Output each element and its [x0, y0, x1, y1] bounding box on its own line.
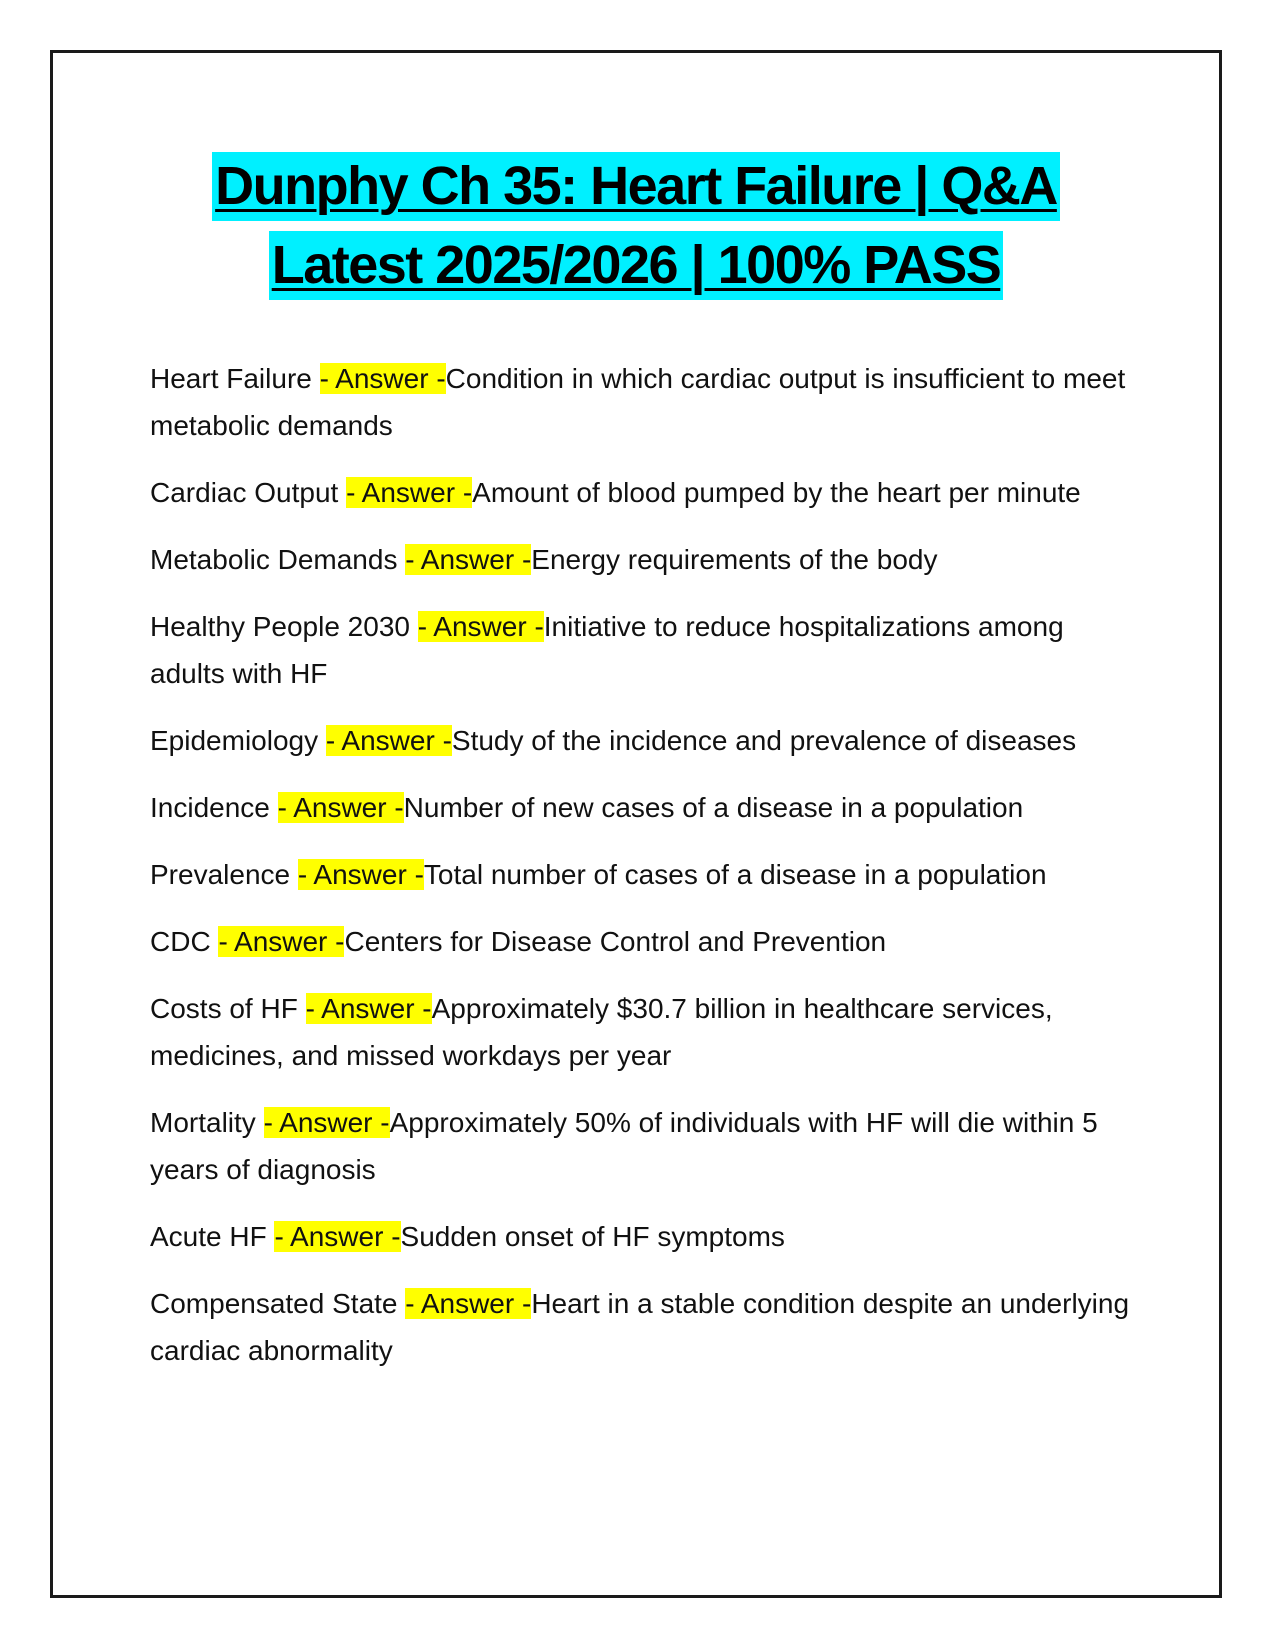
qa-definition: Condition in which cardiac output is insufficient to meet metabolic demands	[150, 363, 1126, 441]
qa-term: Acute HF	[150, 1221, 275, 1252]
qa-definition: Amount of blood pumped by the heart per minute	[472, 477, 1081, 508]
qa-item	[150, 469, 1140, 516]
document-title	[53, 147, 1219, 305]
answer-marker: - Answer -	[297, 859, 424, 890]
qa-item	[150, 536, 1140, 583]
qa-term: Mortality	[150, 1107, 264, 1138]
qa-term: Epidemiology	[150, 725, 326, 756]
qa-definition: Number of new cases of a disease in a population	[403, 792, 1024, 823]
qa-definition: Study of the incidence and prevalence of diseases	[451, 725, 1077, 756]
qa-term: Healthy People 2030	[150, 611, 418, 642]
qa-item	[150, 784, 1140, 831]
answer-marker: - Answer -	[277, 792, 404, 823]
qa-item	[150, 1280, 1140, 1374]
qa-definition: Approximately 50% of individuals with HF will die within 5 years of diagnosis	[150, 1107, 1098, 1185]
qa-term: Compensated State	[150, 1288, 406, 1319]
qa-item	[150, 985, 1140, 1079]
title-line-1: Dunphy Ch 35: Heart Failure | Q&A	[212, 152, 1060, 221]
answer-marker: - Answer -	[417, 611, 544, 642]
answer-marker: - Answer -	[405, 1288, 532, 1319]
qa-term: Cardiac Output	[150, 477, 347, 508]
qa-definition: Total number of cases of a disease in a population	[423, 859, 1047, 890]
answer-marker: - Answer -	[263, 1107, 390, 1138]
answer-marker: - Answer -	[405, 544, 532, 575]
answer-marker: - Answer -	[325, 725, 452, 756]
qa-item	[150, 1099, 1140, 1193]
qa-term: Metabolic Demands	[150, 544, 406, 575]
qa-item	[150, 1213, 1140, 1260]
qa-item	[150, 851, 1140, 898]
qa-definition: Heart in a stable condition despite an underlying cardiac abnormality	[150, 1288, 1130, 1366]
qa-list	[150, 355, 1140, 1394]
qa-item	[150, 603, 1140, 697]
title-line-2: Latest 2025/2026 | 100% PASS	[269, 231, 1004, 300]
answer-marker: - Answer -	[346, 477, 473, 508]
answer-marker: - Answer -	[274, 1221, 401, 1252]
qa-item	[150, 355, 1140, 449]
qa-item	[150, 717, 1140, 764]
qa-term: Prevalence	[150, 859, 298, 890]
answer-marker: - Answer -	[319, 363, 446, 394]
qa-term: Heart Failure	[150, 363, 320, 394]
qa-definition: Initiative to reduce hospitalizations among adults with HF	[150, 611, 1064, 689]
qa-definition: Approximately $30.7 billion in healthcare services, medicines, and missed workdays per year	[150, 993, 1053, 1071]
qa-term: Costs of HF	[150, 993, 306, 1024]
page-frame	[50, 50, 1222, 1598]
qa-term: Incidence	[150, 792, 278, 823]
qa-definition: Sudden onset of HF symptoms	[400, 1221, 785, 1252]
qa-item	[150, 918, 1140, 965]
answer-marker: - Answer -	[218, 926, 345, 957]
qa-term: CDC	[150, 926, 219, 957]
qa-definition: Centers for Disease Control and Prevention	[344, 926, 887, 957]
qa-definition: Energy requirements of the body	[531, 544, 938, 575]
answer-marker: - Answer -	[305, 993, 432, 1024]
